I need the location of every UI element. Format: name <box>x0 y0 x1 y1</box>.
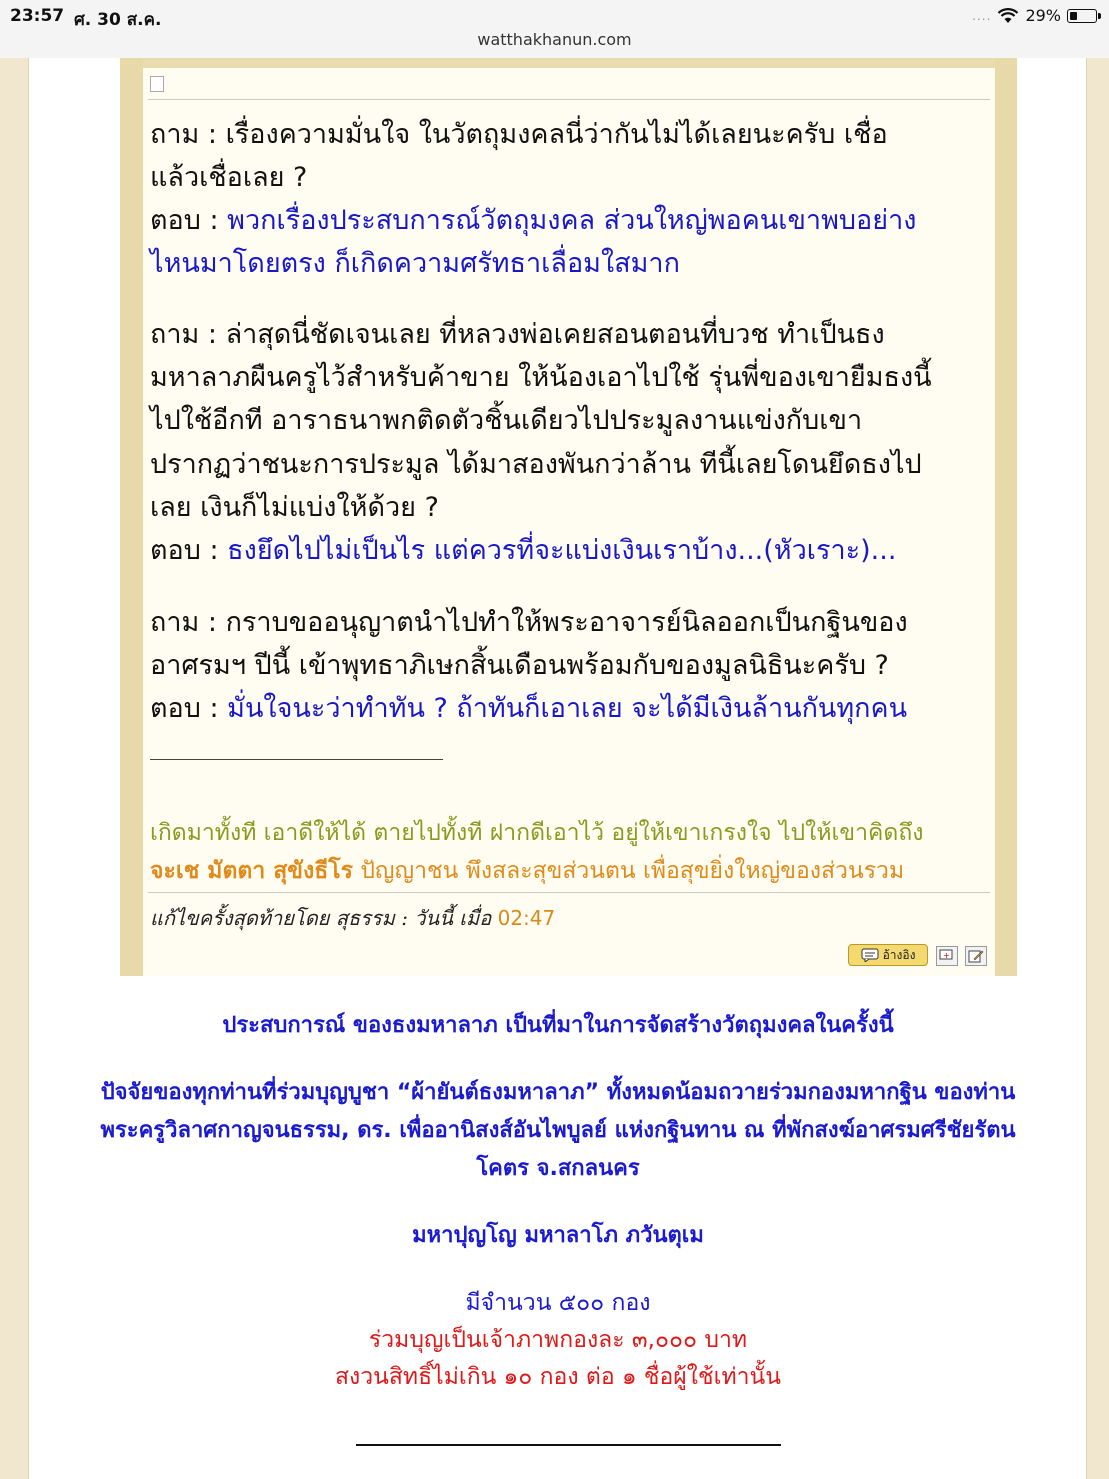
page-side-right <box>1086 58 1109 1479</box>
answer-label: ตอบ : <box>150 535 228 566</box>
question-line: ถาม : ล่าสุดนี่ชัดเจนเลย ที่หลวงพ่อเคยสอนตอนที่บวช ทำเป็นธง <box>150 319 885 350</box>
quote-icon <box>861 948 879 962</box>
page-side-left <box>0 58 29 1479</box>
signature-name: จะเช มัตตา สุขังธีโร <box>150 858 354 884</box>
answer-line <box>150 687 907 730</box>
answer-label: ตอบ : <box>150 693 228 724</box>
answer-text: มั่นใจนะว่าทำทัน ? ถ้าทันก็เอาเลย จะได้มีเงินล้านกันทุกคน <box>227 693 908 724</box>
question-line: แล้วเชื่อเลย ? <box>150 162 308 193</box>
answer-line <box>150 529 896 572</box>
edit-button[interactable] <box>965 946 987 966</box>
post-footer-divider <box>148 892 990 893</box>
address-bar-url[interactable]: watthakhanun.com <box>477 30 632 49</box>
announcement-paragraph-line: พระครูวิลาศกาญจนธรรม, ดร. เพื่ออานิสงส์อันไพบูลย์ แห่งกฐินทาน ณ ที่พักสงฆ์อาศรมศรีชัยรัตน <box>100 1118 1016 1143</box>
edited-prefix: แก้ไขครั้งสุดท้ายโดย สุธรรม : วันนี้ เมื่อ <box>150 906 498 930</box>
question-line: ถาม : เรื่องความมั่นใจ ในวัตถุมงคลนี่ว่ากันไม่ได้เลยนะครับ เชื่อ <box>150 119 888 150</box>
battery-icon <box>1067 9 1097 23</box>
section-divider <box>356 1444 781 1446</box>
multiquote-button[interactable] <box>936 946 958 966</box>
signature-line-2 <box>150 850 904 893</box>
signature-line-1: เกิดมาทั้งที เอาดีให้ได้ ตายไปทั้งที ฝากดีเอาไว้ อยู่ให้เขาเกรงใจ ไปให้เขาคิดถึง <box>150 820 924 846</box>
answer-text: ธงยึดไปไม่เป็นไร แต่ควรที่จะแบ่งเงินเราบ้าง...(หัวเราะ)... <box>227 535 897 566</box>
answer-label: ตอบ : <box>150 205 228 236</box>
announcement-paragraph-line: ปัจจัยของทุกท่านที่ร่วมบุญบูชา “ผ้ายันต์ธงมหาลาภ” ทั้งหมดน้อมถวายร่วมกองมหากฐิน ของท่าน <box>100 1080 1016 1105</box>
status-right <box>972 6 1097 25</box>
edited-note <box>150 902 555 934</box>
post-divider <box>148 99 990 100</box>
status-date: ศ. 30 ส.ค. <box>74 10 162 30</box>
blessing-text: มหาปุญโญ มหาลาโภ ภวันตุเม <box>412 1223 704 1248</box>
status-bar <box>0 0 1109 59</box>
answer-text: พวกเรื่องประสบการณ์วัตถุมงคล ส่วนใหญ่พอคนเขาพบอย่าง <box>227 205 917 236</box>
post-icon <box>150 76 164 92</box>
question-line: ไปใช้อีกที อาราธนาพกติดตัวชิ้นเดียวไปประมูลงานแข่งกับเขา <box>150 405 863 436</box>
quote-button-label: อ้างอิง <box>882 947 916 962</box>
signature-motto: ปัญญาชน พึงสละสุขส่วนตน เพื่อสุขยิ่งใหญ่ของส่วนรวม <box>353 858 905 884</box>
question-line: ปรากฏว่าชนะการประมูล ได้มาสองพันกว่าล้าน ทีนี้เลยโดนยึดธงไป <box>150 449 922 480</box>
quote-button[interactable] <box>848 944 928 966</box>
signature-separator <box>150 759 443 760</box>
edit-icon <box>968 949 984 963</box>
post-header-bar <box>143 58 995 68</box>
question-line: มหาลาภผืนครูไว้สำหรับค้าขาย ให้น้องเอาไปใช้ รุ่นพี่ของเขายืมธงนี้ <box>150 362 932 393</box>
question-line: อาศรมฯ ปีนี้ เข้าพุทธาภิเษกสิ้นเดือนพร้อมกับของมูลนิธินะครับ ? <box>150 650 889 681</box>
purchase-limit: สงวนสิทธิ์ไม่เกิน ๑๐ กอง ต่อ ๑ ชื่อผู้ใช้เท่านั้น <box>334 1364 782 1390</box>
svg-text:+: + <box>943 951 950 960</box>
edited-time: 02:47 <box>497 906 556 930</box>
answer-line: ไหนมาโดยตรง ก็เกิดความศรัทธาเลื่อมใสมาก <box>150 248 680 279</box>
signal-icon: .... <box>972 8 992 23</box>
announcement-paragraph-line: โคตร จ.สกลนคร <box>476 1156 640 1181</box>
battery-percent: 29% <box>1025 6 1061 25</box>
announcement-headline: ประสบการณ์ ของธงมหาลาภ เป็นที่มาในการจัดสร้างวัตถุมงคลในครั้งนี้ <box>222 1013 894 1038</box>
multiquote-icon <box>939 949 955 963</box>
wifi-icon <box>997 8 1019 24</box>
status-time: 23:57 <box>10 6 65 26</box>
question-line: เลย เงินก็ไม่แบ่งให้ด้วย ? <box>150 492 439 523</box>
question-line: ถาม : กราบขออนุญาตนำไปทำให้พระอาจารย์นิลออกเป็นกฐินของ <box>150 607 908 638</box>
answer-line <box>150 199 916 242</box>
price-per-set: ร่วมบุญเป็นเจ้าภาพกองละ ๓,๐๐๐ บาท <box>368 1327 748 1353</box>
set-count: มีจำนวน ๕๐๐ กอง <box>465 1290 651 1316</box>
